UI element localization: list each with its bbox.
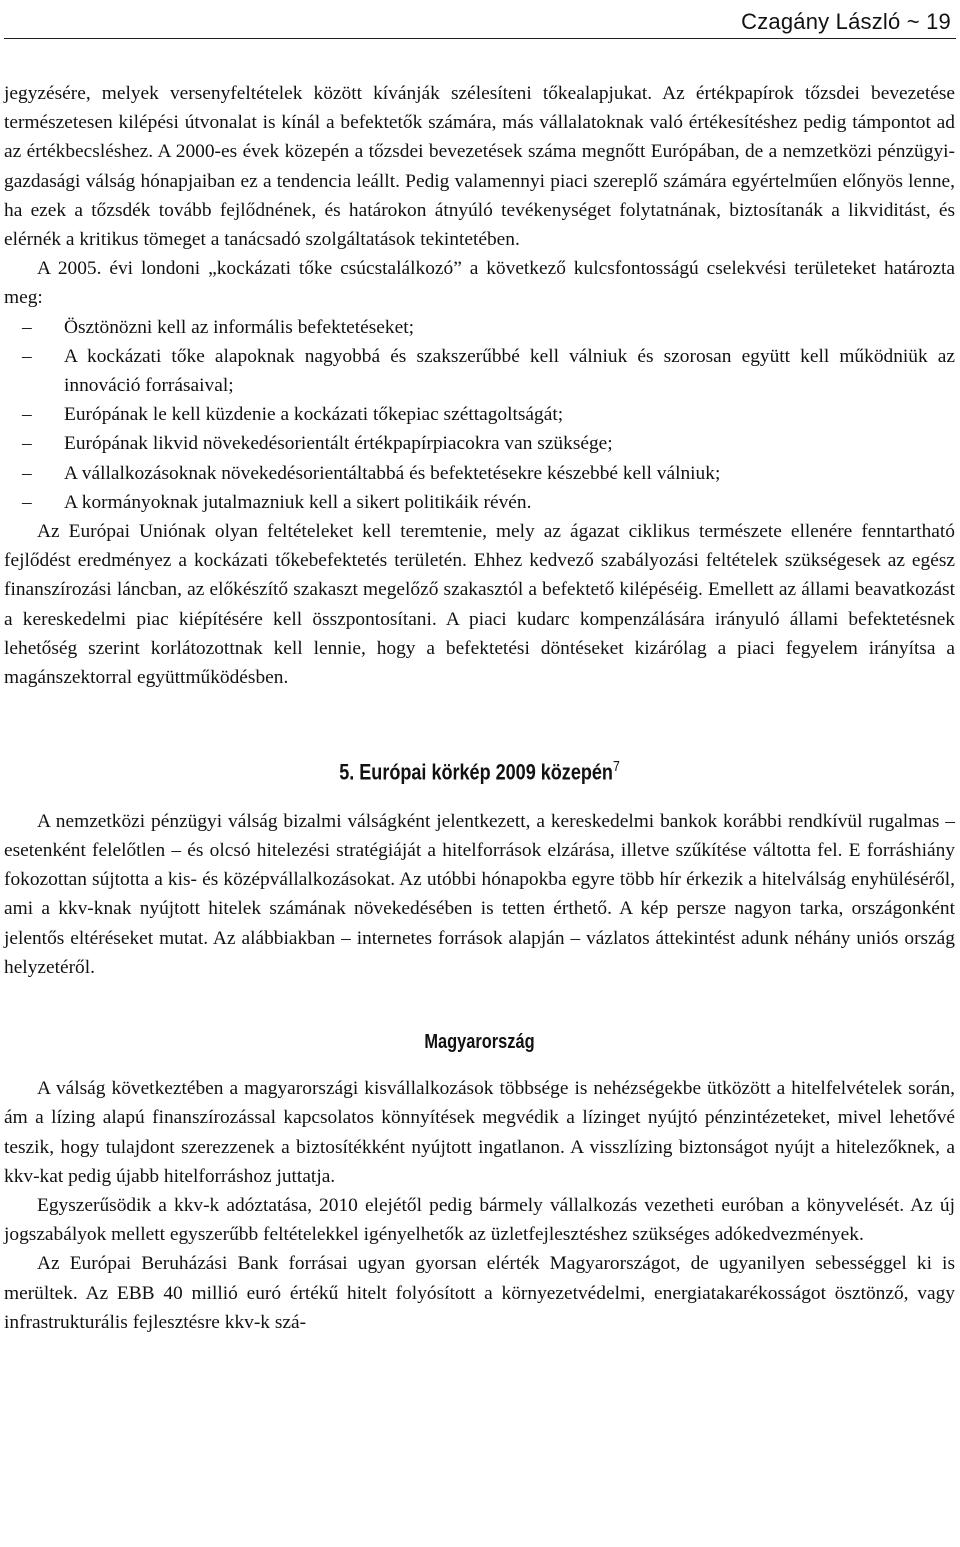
list-item bbox=[4, 488, 955, 517]
dash-bullet: – bbox=[22, 316, 32, 338]
paragraph: Egyszerűsödik a kkv-k adóztatása, 2010 elejétől pedig bármely vállalkozás vezetheti euróban a könyvelését. Az új jogszabályok mellett egyszerűbb feltételekkel igényelhetők az üzletfejlesztéshez szükséges adókedvezmények. bbox=[4, 1195, 955, 1246]
list-item-text: Európának le kell küzdenie a kockázati tőkepiac széttagoltságát; bbox=[64, 404, 564, 426]
list-item-text: A kormányoknak jutalmazniuk kell a sikert politikáik révén. bbox=[64, 491, 532, 513]
list-item-text: Európának likvid növekedésorientált értékpapírpiacokra van szüksége; bbox=[64, 433, 613, 455]
paragraph: A nemzetközi pénzügyi válság bizalmi válságként jelentkezett, a kereskedelmi bankok korábbi rendkívül rugalmas – esetenként felelőtlen – és olcsó hitelezési stratégiáját a hitelforrások elzárása, illetve szűkítése váltotta fel. E forráshiány fokozottan sújtotta a kis- és középvállalkozásokat. Az utóbbi hónapokba egyre több hír érkezik a hitelválság enyhüléséről, ami a kkv-knak nyújtott hitelek számának növekedésében is tetten érthető. A kép persze nagyon tarka, országonként jelentős eltéréseket mutat. Az alábbiakban – internetes források alapján – vázlatos áttekintést adunk néhány uniós ország helyzetéről. bbox=[4, 810, 955, 978]
spacer bbox=[4, 787, 955, 807]
list-item-text: Ösztönözni kell az informális befektetéseket; bbox=[64, 316, 414, 338]
spacer bbox=[4, 1057, 955, 1074]
paragraph: Az Európai Beruházási Bank forrásai ugyan gyorsan elérték Magyarországot, de ugyanilyen sebességgel ki is merültek. Az EBB 40 millió euró értékű hitelt folyósított a környezetvédelmi, energiatakarékosságot ösztönző, vagy infrastrukturális fejlesztésre kkv-k szá- bbox=[4, 1253, 955, 1333]
page-body bbox=[4, 79, 955, 1337]
list-item bbox=[4, 429, 955, 458]
list-item bbox=[4, 400, 955, 429]
subsection-heading: Magyarország bbox=[424, 1031, 535, 1054]
page-header bbox=[0, 0, 960, 40]
paragraph: A válság következtében a magyarországi kisvállalkozások többsége is nehézségekbe ütközött a hitelfelvételek során, ám a lízing alapú finanszírozással kapcsolatos könnyítések megvédik a lízinget nyújtó pénzintézeteket, mivel lehetővé teszik, hogy tulajdont szerezzenek a biztosítékként nyújtott ingatlanon. A visszlízing biztonságot nyújt a hitelezőknek, a kkv-kat pedig újabb hitelforráshoz juttatja. bbox=[4, 1078, 955, 1187]
list-item bbox=[4, 342, 955, 400]
dash-bullet: – bbox=[22, 491, 32, 513]
running-head: Czagány László ~ 19 bbox=[741, 9, 951, 34]
paragraph: Az Európai Uniónak olyan feltételeket kell teremtenie, mely az ágazat ciklikus természete ellenére fenntartható fejlődést eredményez a kockázati tőkebefektetés területén. Ehhez kedvező szabályozási feltételek szükségesek az egész finanszírozási láncban, az előkészítő szakaszt megelőző szakasztól a befektető kilépéséig. Emellett az állami beavatkozást a kereskedelmi piac kiépítésére kell összpontosítani. A piaci kudarc kompenzálására irányuló állami befektetésnek lehetőség szerint korlátozottnak kell lennie, hogy a befektetési döntéseket kizárólag a piaci fegyelem irányítsa a magánszektorral együttműködésben. bbox=[4, 521, 955, 689]
spacer bbox=[4, 692, 955, 752]
paragraph: A 2005. évi londoni „kockázati tőke csúcstalálkozó” a következő kulcsfontosságú cselekvési területeket határozta meg: bbox=[4, 258, 955, 309]
dash-bullet: – bbox=[22, 404, 32, 426]
paragraph: jegyzésére, melyek versenyfeltételek között kívánják szélesíteni tőkealapjukat. Az értékpapírok tőzsdei bevezetése természetesen kilépési útvonalat is kínál a befektetők számára, más vállalatoknak való értékesítéshez pedig támpontot ad az értékbecsléshez. A 2000-es évek közepén a tőzsdei bevezetések száma megnőtt Európában, de a nemzetközi pénzügyi-gazdasági válság hónapjaiban ez a tendencia leállt. Pedig valamennyi piaci szereplő számára egyértelműen előnyös lenne, ha ezek a tőzsdék tovább fejlődnének, és határokon átnyúló tevékenységet folytatnának, biztosítanák a likviditást, és elérnék a kritikus tömeget a tanácsadó szolgáltatások tekintetében. bbox=[4, 83, 955, 251]
list-item-text: A vállalkozásoknak növekedésorientáltabbá és befektetésekre készebbé kell válniuk; bbox=[64, 462, 721, 484]
spacer bbox=[4, 982, 955, 1028]
list-item bbox=[4, 459, 955, 488]
section-heading bbox=[90, 752, 870, 787]
section-heading-text: 5. Európai körkép 2009 közepén bbox=[339, 759, 613, 785]
dash-list bbox=[4, 313, 955, 517]
dash-bullet: – bbox=[22, 433, 32, 455]
dash-bullet: – bbox=[22, 462, 32, 484]
footnote-marker: 7 bbox=[612, 758, 620, 776]
list-item bbox=[4, 313, 955, 342]
dash-bullet: – bbox=[22, 345, 32, 367]
header-divider bbox=[4, 38, 956, 39]
list-item-text: A kockázati tőke alapoknak nagyobbá és szakszerűbbé kell válniuk és szorosan együtt kell működniük az innováció forrásaival; bbox=[64, 345, 955, 397]
